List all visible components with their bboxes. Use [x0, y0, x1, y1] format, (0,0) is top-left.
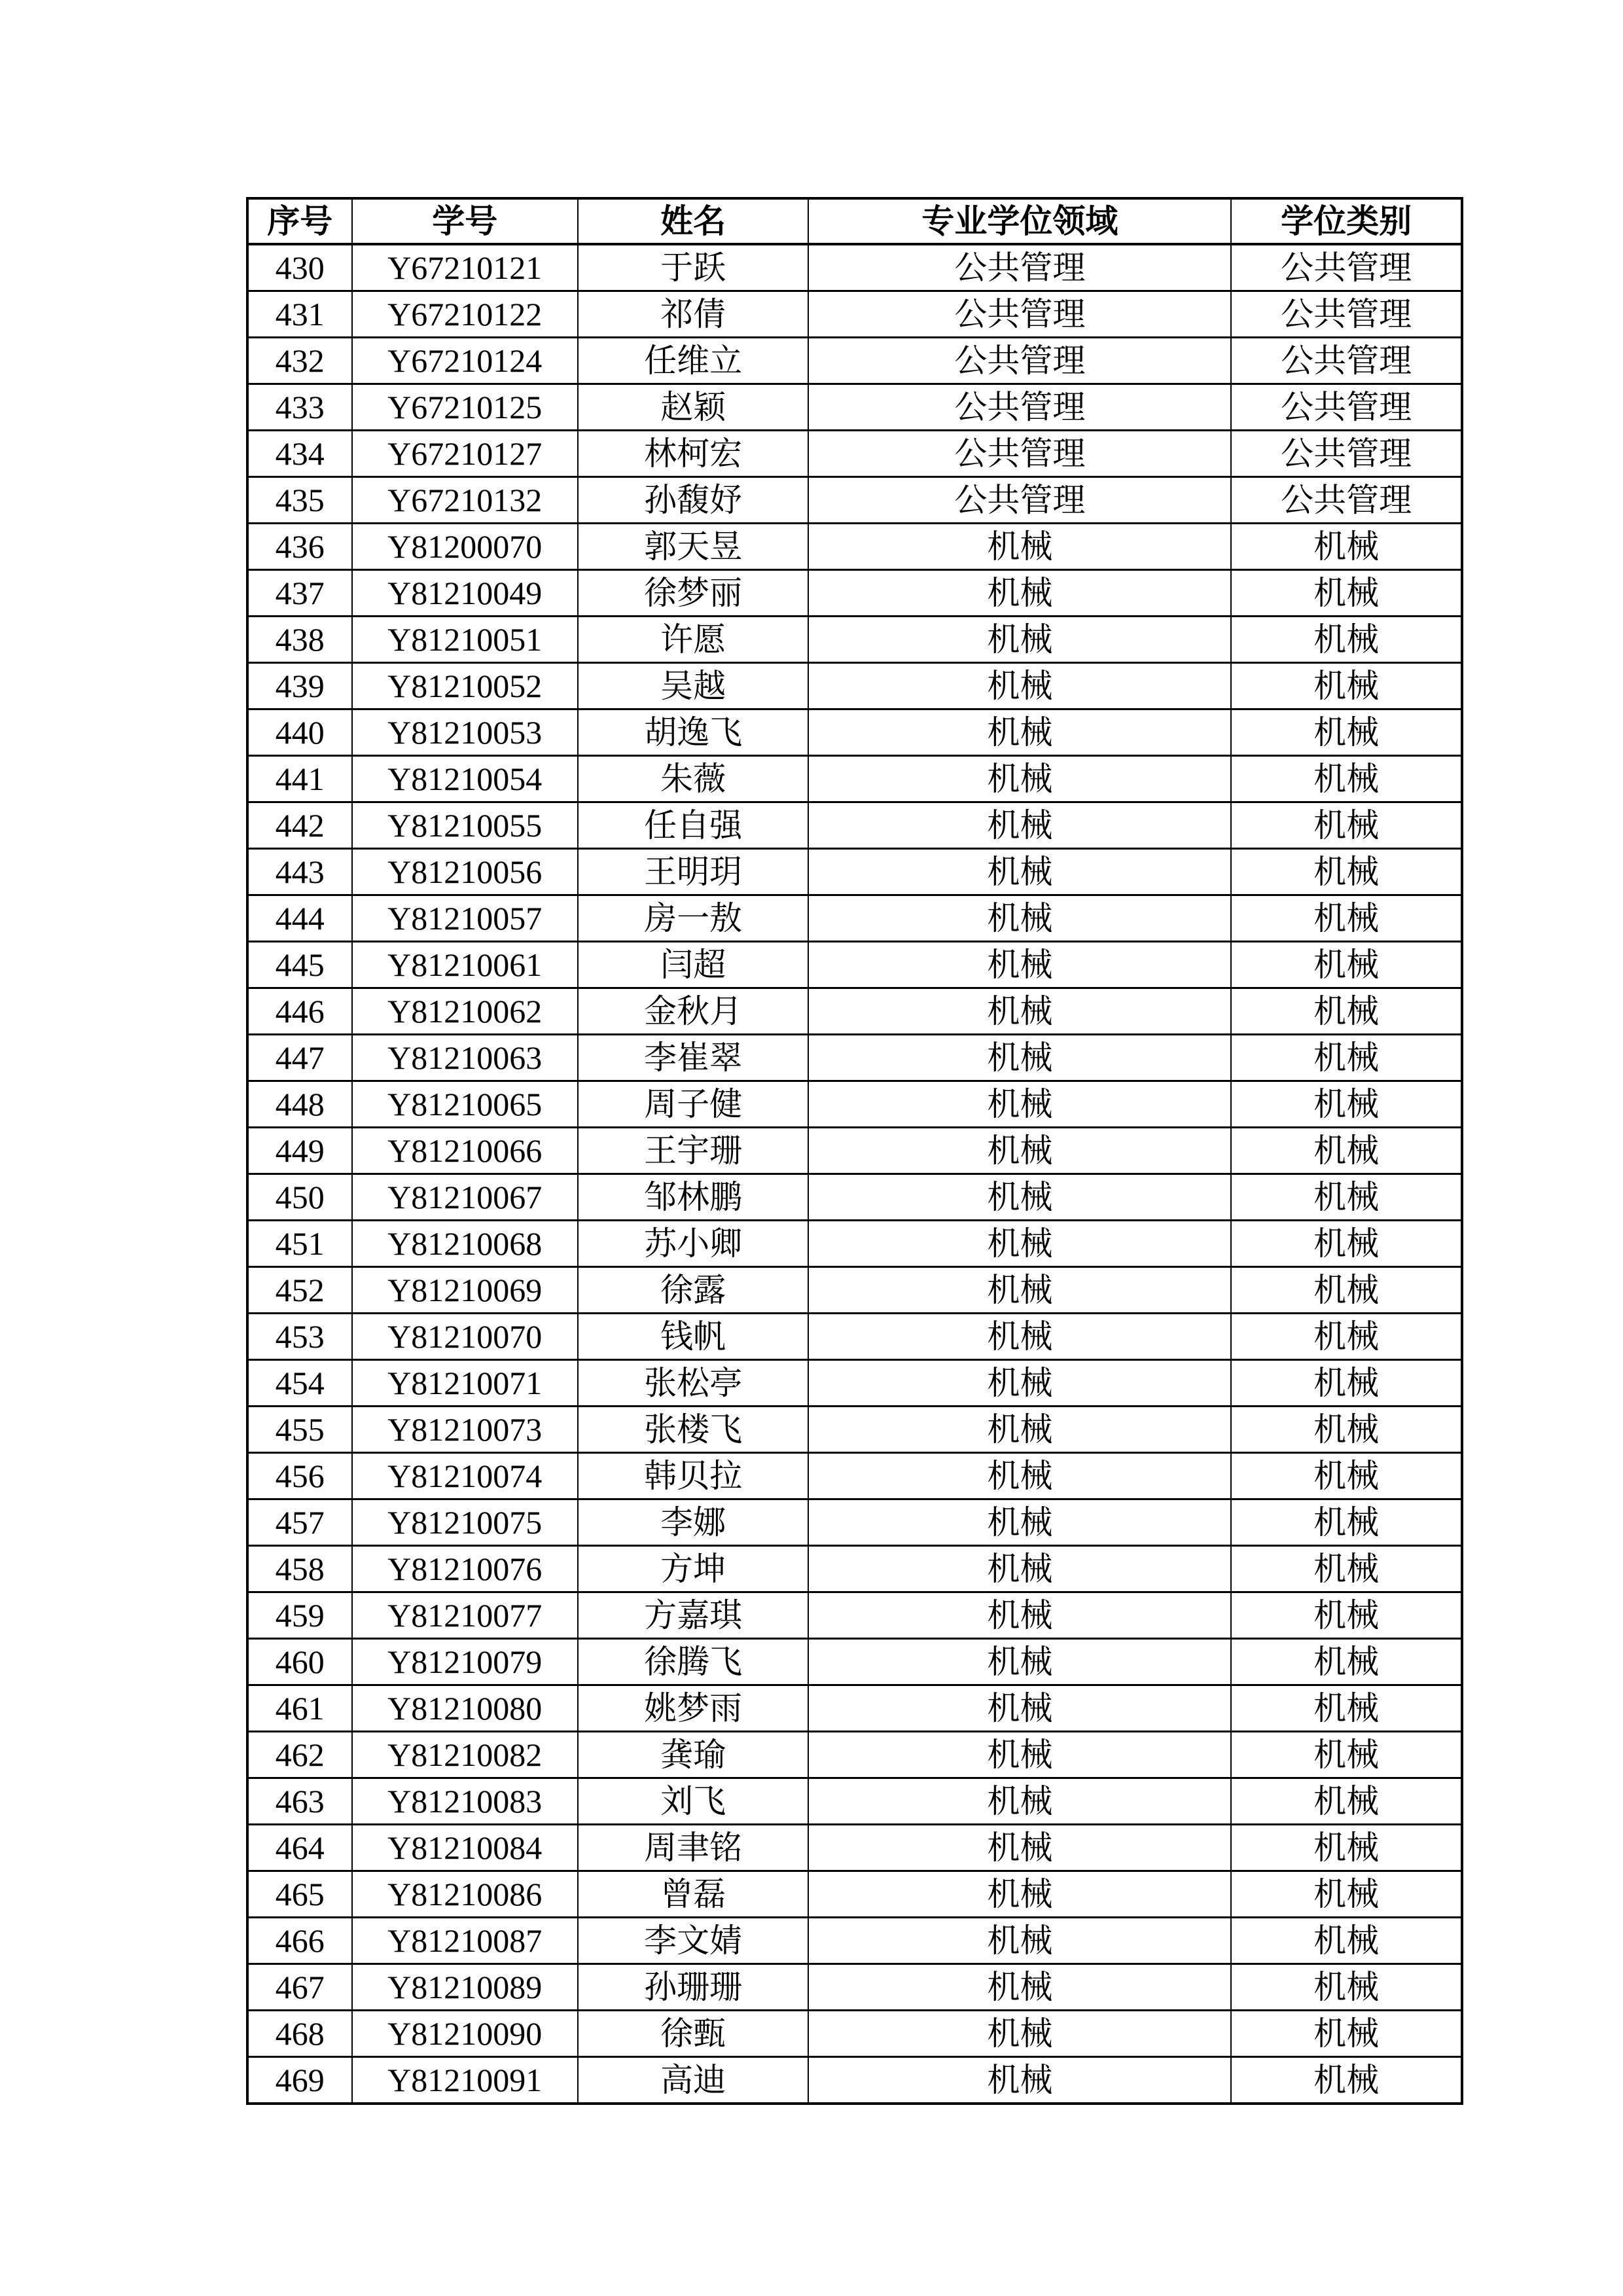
cell-serial-number: 442: [247, 802, 352, 849]
cell-student-id: Y81210075: [352, 1499, 578, 1546]
cell-degree-field: 机械: [808, 663, 1231, 709]
cell-degree-category: 机械: [1231, 1499, 1462, 1546]
cell-serial-number: 435: [247, 477, 352, 524]
cell-serial-number: 449: [247, 1128, 352, 1174]
cell-degree-field: 机械: [808, 709, 1231, 756]
cell-student-id: Y81210054: [352, 756, 578, 802]
cell-degree-field: 公共管理: [808, 431, 1231, 477]
cell-name: 任自强: [578, 802, 809, 849]
cell-name: 朱薇: [578, 756, 809, 802]
cell-student-id: Y81210049: [352, 570, 578, 617]
table-row: [247, 1732, 1462, 1778]
cell-name: 房一敖: [578, 895, 809, 942]
cell-name: 金秋月: [578, 988, 809, 1035]
cell-name: 郭天昱: [578, 524, 809, 570]
cell-name: 任维立: [578, 338, 809, 384]
cell-degree-field: 机械: [808, 1221, 1231, 1267]
table-row: [247, 570, 1462, 617]
header-degree-category: 学位类别: [1231, 198, 1462, 244]
cell-serial-number: 460: [247, 1639, 352, 1685]
cell-student-id: Y81210071: [352, 1360, 578, 1407]
cell-degree-category: 机械: [1231, 1453, 1462, 1499]
cell-degree-category: 机械: [1231, 1825, 1462, 1871]
cell-degree-category: 机械: [1231, 1174, 1462, 1221]
table-row: [247, 1685, 1462, 1732]
cell-student-id: Y81210080: [352, 1685, 578, 1732]
table-row: [247, 849, 1462, 895]
cell-degree-field: 机械: [808, 1778, 1231, 1825]
cell-degree-category: 机械: [1231, 1267, 1462, 1314]
cell-degree-field: 机械: [808, 570, 1231, 617]
cell-student-id: Y81210055: [352, 802, 578, 849]
cell-student-id: Y81210090: [352, 2011, 578, 2057]
cell-student-id: Y81210083: [352, 1778, 578, 1825]
cell-degree-field: 机械: [808, 988, 1231, 1035]
cell-name: 徐露: [578, 1267, 809, 1314]
table-row: [247, 1081, 1462, 1128]
cell-student-id: Y81210069: [352, 1267, 578, 1314]
cell-degree-category: 公共管理: [1231, 244, 1462, 291]
cell-degree-category: 机械: [1231, 1314, 1462, 1360]
cell-degree-category: 机械: [1231, 2057, 1462, 2104]
cell-degree-category: 机械: [1231, 709, 1462, 756]
cell-name: 林柯宏: [578, 431, 809, 477]
cell-name: 闫超: [578, 942, 809, 988]
cell-degree-field: 机械: [808, 1314, 1231, 1360]
cell-name: 张楼飞: [578, 1407, 809, 1453]
cell-name: 徐腾飞: [578, 1639, 809, 1685]
table-row: [247, 1360, 1462, 1407]
table-body: [247, 244, 1462, 2104]
cell-name: 韩贝拉: [578, 1453, 809, 1499]
cell-degree-field: 机械: [808, 1732, 1231, 1778]
cell-name: 王宇珊: [578, 1128, 809, 1174]
cell-serial-number: 456: [247, 1453, 352, 1499]
cell-serial-number: 434: [247, 431, 352, 477]
table-row: [247, 2011, 1462, 2057]
cell-name: 龚瑜: [578, 1732, 809, 1778]
cell-degree-category: 机械: [1231, 1639, 1462, 1685]
cell-student-id: Y81210089: [352, 1964, 578, 2011]
table-row: [247, 802, 1462, 849]
cell-student-id: Y81210067: [352, 1174, 578, 1221]
cell-degree-field: 机械: [808, 1639, 1231, 1685]
cell-name: 钱帆: [578, 1314, 809, 1360]
degree-roster-table: [246, 197, 1463, 2105]
cell-degree-field: 机械: [808, 1174, 1231, 1221]
cell-degree-field: 机械: [808, 942, 1231, 988]
cell-serial-number: 445: [247, 942, 352, 988]
cell-degree-field: 机械: [808, 1453, 1231, 1499]
table-row: [247, 1174, 1462, 1221]
cell-student-id: Y81210076: [352, 1546, 578, 1592]
cell-student-id: Y67210122: [352, 291, 578, 338]
cell-serial-number: 469: [247, 2057, 352, 2104]
cell-name: 苏小卿: [578, 1221, 809, 1267]
cell-serial-number: 465: [247, 1871, 352, 1918]
table-row: [247, 1128, 1462, 1174]
cell-student-id: Y67210127: [352, 431, 578, 477]
cell-name: 胡逸飞: [578, 709, 809, 756]
cell-degree-category: 机械: [1231, 2011, 1462, 2057]
cell-degree-field: 机械: [808, 1407, 1231, 1453]
table-row: [247, 1825, 1462, 1871]
cell-name: 张松亭: [578, 1360, 809, 1407]
cell-student-id: Y81210086: [352, 1871, 578, 1918]
cell-degree-category: 公共管理: [1231, 338, 1462, 384]
cell-degree-field: 公共管理: [808, 384, 1231, 431]
cell-degree-field: 机械: [808, 1035, 1231, 1081]
cell-name: 周子健: [578, 1081, 809, 1128]
table-row: [247, 663, 1462, 709]
table-row: [247, 291, 1462, 338]
table-row: [247, 1546, 1462, 1592]
cell-degree-field: 机械: [808, 1825, 1231, 1871]
cell-serial-number: 455: [247, 1407, 352, 1453]
cell-serial-number: 443: [247, 849, 352, 895]
cell-serial-number: 453: [247, 1314, 352, 1360]
cell-serial-number: 458: [247, 1546, 352, 1592]
cell-degree-category: 机械: [1231, 1360, 1462, 1407]
cell-degree-field: 机械: [808, 1081, 1231, 1128]
cell-serial-number: 444: [247, 895, 352, 942]
cell-serial-number: 433: [247, 384, 352, 431]
table-row: [247, 1871, 1462, 1918]
cell-student-id: Y81210070: [352, 1314, 578, 1360]
cell-degree-category: 机械: [1231, 1221, 1462, 1267]
cell-degree-field: 机械: [808, 1685, 1231, 1732]
cell-name: 李文婧: [578, 1918, 809, 1964]
cell-name: 李崔翠: [578, 1035, 809, 1081]
cell-degree-category: 公共管理: [1231, 291, 1462, 338]
table-row: [247, 1499, 1462, 1546]
cell-degree-field: 机械: [808, 617, 1231, 663]
cell-name: 刘飞: [578, 1778, 809, 1825]
cell-degree-field: 机械: [808, 1546, 1231, 1592]
cell-degree-field: 机械: [808, 1871, 1231, 1918]
cell-name: 姚梦雨: [578, 1685, 809, 1732]
cell-degree-field: 机械: [808, 849, 1231, 895]
cell-serial-number: 466: [247, 1918, 352, 1964]
table-header-row: [247, 198, 1462, 244]
cell-name: 高迪: [578, 2057, 809, 2104]
cell-name: 周聿铭: [578, 1825, 809, 1871]
cell-name: 吴越: [578, 663, 809, 709]
cell-serial-number: 436: [247, 524, 352, 570]
cell-student-id: Y81210091: [352, 2057, 578, 2104]
cell-serial-number: 467: [247, 1964, 352, 2011]
table-row: [247, 2057, 1462, 2104]
cell-serial-number: 431: [247, 291, 352, 338]
table-row: [247, 524, 1462, 570]
table-row: [247, 1407, 1462, 1453]
cell-degree-category: 机械: [1231, 570, 1462, 617]
cell-student-id: Y81210074: [352, 1453, 578, 1499]
cell-serial-number: 438: [247, 617, 352, 663]
table-row: [247, 1778, 1462, 1825]
cell-serial-number: 432: [247, 338, 352, 384]
cell-degree-field: 机械: [808, 1499, 1231, 1546]
cell-degree-category: 机械: [1231, 756, 1462, 802]
cell-degree-field: 机械: [808, 524, 1231, 570]
cell-degree-category: 机械: [1231, 1407, 1462, 1453]
cell-degree-category: 机械: [1231, 524, 1462, 570]
cell-name: 王明玥: [578, 849, 809, 895]
cell-name: 许愿: [578, 617, 809, 663]
table-row: [247, 338, 1462, 384]
cell-student-id: Y67210125: [352, 384, 578, 431]
cell-degree-category: 机械: [1231, 1918, 1462, 1964]
cell-degree-category: 机械: [1231, 988, 1462, 1035]
cell-student-id: Y81210053: [352, 709, 578, 756]
cell-serial-number: 464: [247, 1825, 352, 1871]
cell-name: 方嘉琪: [578, 1592, 809, 1639]
cell-degree-category: 机械: [1231, 895, 1462, 942]
cell-degree-field: 机械: [808, 1128, 1231, 1174]
cell-student-id: Y81210063: [352, 1035, 578, 1081]
cell-student-id: Y81210077: [352, 1592, 578, 1639]
cell-degree-field: 机械: [808, 2057, 1231, 2104]
header-student-id: 学号: [352, 198, 578, 244]
cell-serial-number: 447: [247, 1035, 352, 1081]
cell-serial-number: 468: [247, 2011, 352, 2057]
cell-student-id: Y81210082: [352, 1732, 578, 1778]
table-row: [247, 1639, 1462, 1685]
table-row: [247, 384, 1462, 431]
cell-serial-number: 459: [247, 1592, 352, 1639]
cell-degree-field: 公共管理: [808, 291, 1231, 338]
cell-student-id: Y81210079: [352, 1639, 578, 1685]
header-serial-number: 序号: [247, 198, 352, 244]
cell-student-id: Y81210057: [352, 895, 578, 942]
cell-serial-number: 457: [247, 1499, 352, 1546]
table-row: [247, 988, 1462, 1035]
cell-serial-number: 450: [247, 1174, 352, 1221]
table-row: [247, 477, 1462, 524]
cell-serial-number: 437: [247, 570, 352, 617]
cell-student-id: Y81210065: [352, 1081, 578, 1128]
cell-name: 孙珊珊: [578, 1964, 809, 2011]
cell-student-id: Y67210121: [352, 244, 578, 291]
cell-student-id: Y81210056: [352, 849, 578, 895]
cell-name: 邹林鹏: [578, 1174, 809, 1221]
cell-degree-category: 机械: [1231, 1081, 1462, 1128]
table-row: [247, 244, 1462, 291]
cell-serial-number: 454: [247, 1360, 352, 1407]
cell-serial-number: 430: [247, 244, 352, 291]
cell-serial-number: 461: [247, 1685, 352, 1732]
table-row: [247, 942, 1462, 988]
table-row: [247, 1267, 1462, 1314]
cell-degree-field: 机械: [808, 802, 1231, 849]
cell-name: 徐梦丽: [578, 570, 809, 617]
table-row: [247, 709, 1462, 756]
table-row: [247, 1592, 1462, 1639]
cell-student-id: Y81210087: [352, 1918, 578, 1964]
cell-name: 曾磊: [578, 1871, 809, 1918]
cell-name: 于跃: [578, 244, 809, 291]
cell-student-id: Y81210084: [352, 1825, 578, 1871]
cell-student-id: Y81210051: [352, 617, 578, 663]
cell-name: 孙馥妤: [578, 477, 809, 524]
cell-degree-field: 机械: [808, 1918, 1231, 1964]
cell-student-id: Y81210061: [352, 942, 578, 988]
header-degree-field: 专业学位领域: [808, 198, 1231, 244]
cell-degree-category: 机械: [1231, 1732, 1462, 1778]
cell-serial-number: 439: [247, 663, 352, 709]
cell-student-id: Y81200070: [352, 524, 578, 570]
cell-name: 徐甄: [578, 2011, 809, 2057]
cell-serial-number: 452: [247, 1267, 352, 1314]
cell-serial-number: 462: [247, 1732, 352, 1778]
cell-degree-category: 机械: [1231, 1035, 1462, 1081]
cell-degree-category: 机械: [1231, 849, 1462, 895]
cell-student-id: Y67210124: [352, 338, 578, 384]
header-name: 姓名: [578, 198, 809, 244]
cell-degree-category: 机械: [1231, 663, 1462, 709]
cell-degree-category: 公共管理: [1231, 477, 1462, 524]
cell-degree-category: 机械: [1231, 1546, 1462, 1592]
cell-degree-category: 公共管理: [1231, 384, 1462, 431]
cell-student-id: Y81210062: [352, 988, 578, 1035]
cell-degree-field: 机械: [808, 895, 1231, 942]
cell-name: 祁倩: [578, 291, 809, 338]
table-row: [247, 756, 1462, 802]
cell-student-id: Y67210132: [352, 477, 578, 524]
cell-degree-field: 机械: [808, 1964, 1231, 2011]
cell-degree-category: 机械: [1231, 1778, 1462, 1825]
cell-degree-category: 机械: [1231, 1964, 1462, 2011]
cell-degree-category: 机械: [1231, 802, 1462, 849]
cell-student-id: Y81210066: [352, 1128, 578, 1174]
table-row: [247, 1918, 1462, 1964]
cell-degree-field: 机械: [808, 1592, 1231, 1639]
cell-degree-category: 机械: [1231, 1685, 1462, 1732]
cell-degree-field: 机械: [808, 1267, 1231, 1314]
cell-serial-number: 451: [247, 1221, 352, 1267]
table-row: [247, 431, 1462, 477]
table-row: [247, 1035, 1462, 1081]
cell-student-id: Y81210073: [352, 1407, 578, 1453]
cell-degree-category: 机械: [1231, 1871, 1462, 1918]
table-row: [247, 1221, 1462, 1267]
cell-name: 方坤: [578, 1546, 809, 1592]
cell-serial-number: 441: [247, 756, 352, 802]
cell-degree-field: 公共管理: [808, 244, 1231, 291]
cell-student-id: Y81210052: [352, 663, 578, 709]
cell-name: 李娜: [578, 1499, 809, 1546]
table-row: [247, 1964, 1462, 2011]
table-row: [247, 895, 1462, 942]
cell-degree-category: 公共管理: [1231, 431, 1462, 477]
cell-degree-field: 机械: [808, 2011, 1231, 2057]
table-row: [247, 1314, 1462, 1360]
cell-degree-field: 机械: [808, 756, 1231, 802]
cell-serial-number: 446: [247, 988, 352, 1035]
cell-degree-category: 机械: [1231, 617, 1462, 663]
cell-serial-number: 440: [247, 709, 352, 756]
cell-degree-category: 机械: [1231, 1592, 1462, 1639]
cell-degree-category: 机械: [1231, 942, 1462, 988]
cell-degree-field: 机械: [808, 1360, 1231, 1407]
table-row: [247, 617, 1462, 663]
cell-degree-field: 公共管理: [808, 477, 1231, 524]
cell-student-id: Y81210068: [352, 1221, 578, 1267]
cell-degree-field: 公共管理: [808, 338, 1231, 384]
cell-serial-number: 463: [247, 1778, 352, 1825]
cell-name: 赵颖: [578, 384, 809, 431]
cell-serial-number: 448: [247, 1081, 352, 1128]
cell-degree-category: 机械: [1231, 1128, 1462, 1174]
table-row: [247, 1453, 1462, 1499]
